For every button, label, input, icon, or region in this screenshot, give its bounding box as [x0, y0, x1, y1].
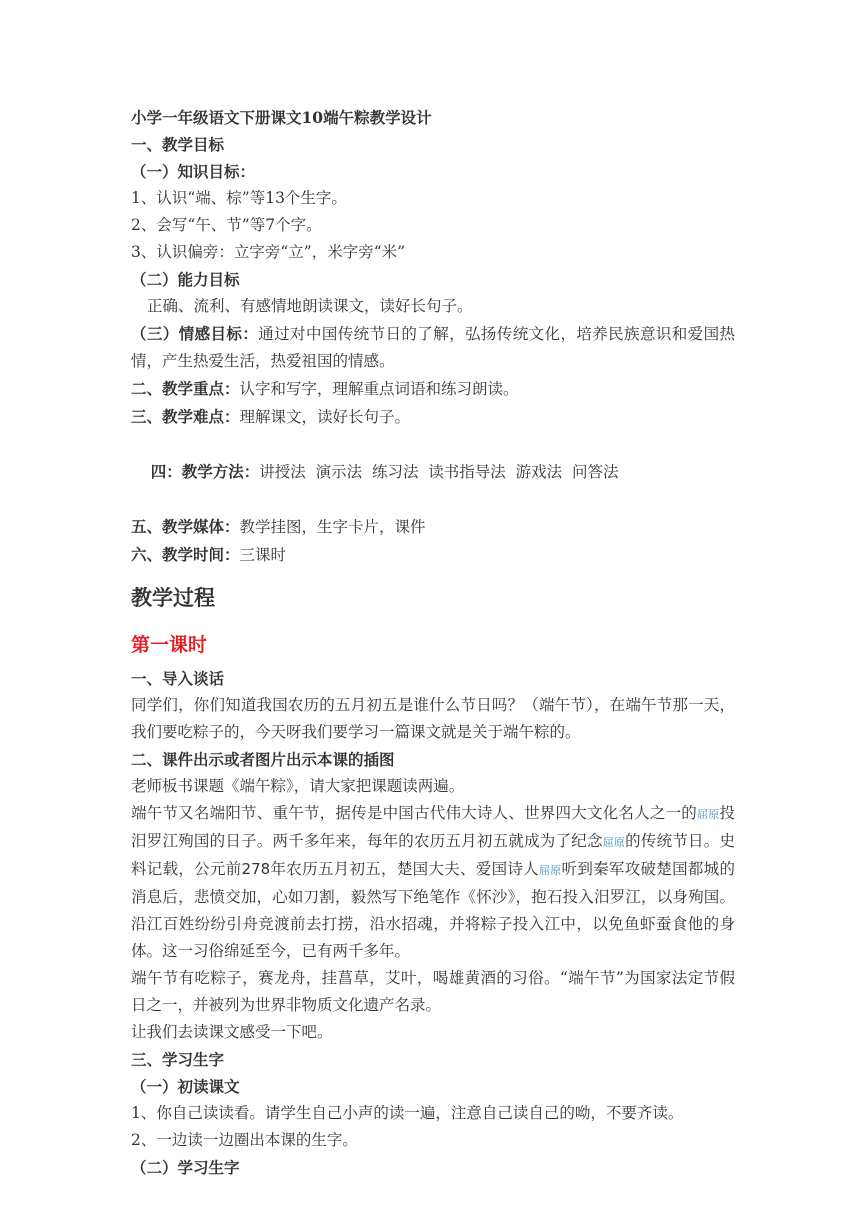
section-1-heading: 一、导入谈话: [131, 669, 225, 688]
ability-text: 正确、流利、有感情地朗读课文，读好长句子。: [147, 297, 473, 315]
section-2-heading: 二、课件出示或者图片出示本课的插图: [131, 750, 395, 769]
methods-text: 讲授法 演示法 练习法 读书指导法 游戏法 问答法: [259, 463, 619, 481]
media: [131, 513, 735, 541]
section-3-heading: 三、学习生字: [131, 1050, 225, 1069]
difficulties-label: 三、教学难点：: [131, 407, 240, 426]
sub-1-item-1: 1、你自己读读看。请学生自己小声的读一遍，注意自己读自己的呦，不要齐读。: [131, 1104, 684, 1122]
ability-heading: （二）能力目标: [131, 270, 240, 289]
knowledge-item-2: 2、会写“午、节”等7个字。: [131, 216, 322, 234]
difficulties-text: 理解课文，读好长句子。: [239, 408, 411, 426]
p2-part-e: 听到秦军攻破楚国都城的消息后，悲愤交加，心如刀割，毅然写下绝笔作《怀沙》，抱石投入汨罗江，以身殉国。沿江百姓纷纷引舟竞渡前去打捞，沿水招魂，并将粽子投入江中，以免鱼虾蚕食他的身体。这一习俗绵延至今，已有两千多年。: [131, 860, 735, 960]
section-2-p4: 让我们去读课文感受一下吧。: [131, 1023, 333, 1041]
objectives-heading: 一、教学目标: [131, 135, 225, 154]
p2-part-a: 端午节又名端阳节、重午节，据传是中国古代伟大诗人、世界四大文化名人之一的: [131, 804, 698, 822]
p2-part-c: 的传统节日。史料记载，公元前: [131, 832, 735, 878]
sub-2-heading: （二）学习生字: [131, 1158, 240, 1177]
section-2-p3: 端午节有吃粽子，赛龙舟，挂菖草，艾叶，喝雄黄酒的习俗。“端午节”为国家法定节假日之一，并被列为世界非物质文化遗产名录。: [131, 969, 735, 1014]
emotion-text: 通过对中国传统节日的了解，弘扬传统文化，培养民族意识和爱国热情，产生热爱生活，热爱祖国的情感。: [131, 325, 735, 370]
difficulties: [131, 403, 735, 431]
key-points: [131, 375, 735, 403]
section-2-p2: [131, 800, 735, 965]
year-number: 278: [241, 860, 271, 878]
teaching-time: [131, 541, 735, 569]
quyuan-link-1[interactable]: 屈原: [697, 808, 720, 821]
media-label: 五、教学媒体：: [131, 517, 240, 536]
methods-label: 四：教学方法：: [150, 462, 260, 481]
emotion-objective: [131, 320, 735, 375]
sub-1-heading: （一）初读课文: [131, 1077, 240, 1096]
knowledge-item-1: 1、认识“端、棕”等13个生字。: [131, 189, 347, 207]
sub-1-item-2: 2、一边读一边圈出本课的生字。: [131, 1131, 358, 1149]
p2-part-b: 投汨罗江殉国的日子。两千多年来，每年的农历五月初五就成为了纪念: [131, 804, 735, 850]
knowledge-heading: （一）知识目标：: [131, 162, 256, 181]
document-title: 小学一年级语文下册课文10端午粽教学设计: [131, 108, 432, 127]
emotion-heading: （三）情感目标：: [131, 324, 259, 343]
quyuan-link-3[interactable]: 屈原: [538, 864, 562, 877]
section-2-p1: 老师板书课题《端午粽》，请大家把课题读两遍。: [131, 777, 465, 795]
section-1-text: 同学们，你们知道我国农历的五月初五是谁什么节日吗？（端午节），在端午节那一天，我们要吃粽子的，今天呀我们要学习一篇课文就是关于端午粽的。: [131, 696, 735, 741]
key-points-label: 二、教学重点：: [131, 379, 240, 398]
process-heading: 教学过程: [131, 585, 215, 610]
p2-part-d: 年农历五月初五，楚国大夫、爱国诗人: [270, 860, 539, 878]
document-page: [131, 104, 735, 1181]
time-label: 六、教学时间：: [131, 545, 240, 564]
knowledge-item-3: 3、认识偏旁：立字旁“立”，米字旁“米”: [131, 243, 406, 261]
quyuan-link-2[interactable]: 屈原: [602, 836, 626, 849]
time-text: 三课时: [239, 546, 287, 564]
media-text: 教学挂图，生字卡片，课件: [239, 518, 426, 536]
methods: [131, 431, 735, 513]
lesson-1-heading: 第一课时: [131, 634, 208, 656]
key-points-text: 认字和写字，理解重点词语和练习朗读。: [239, 380, 519, 398]
